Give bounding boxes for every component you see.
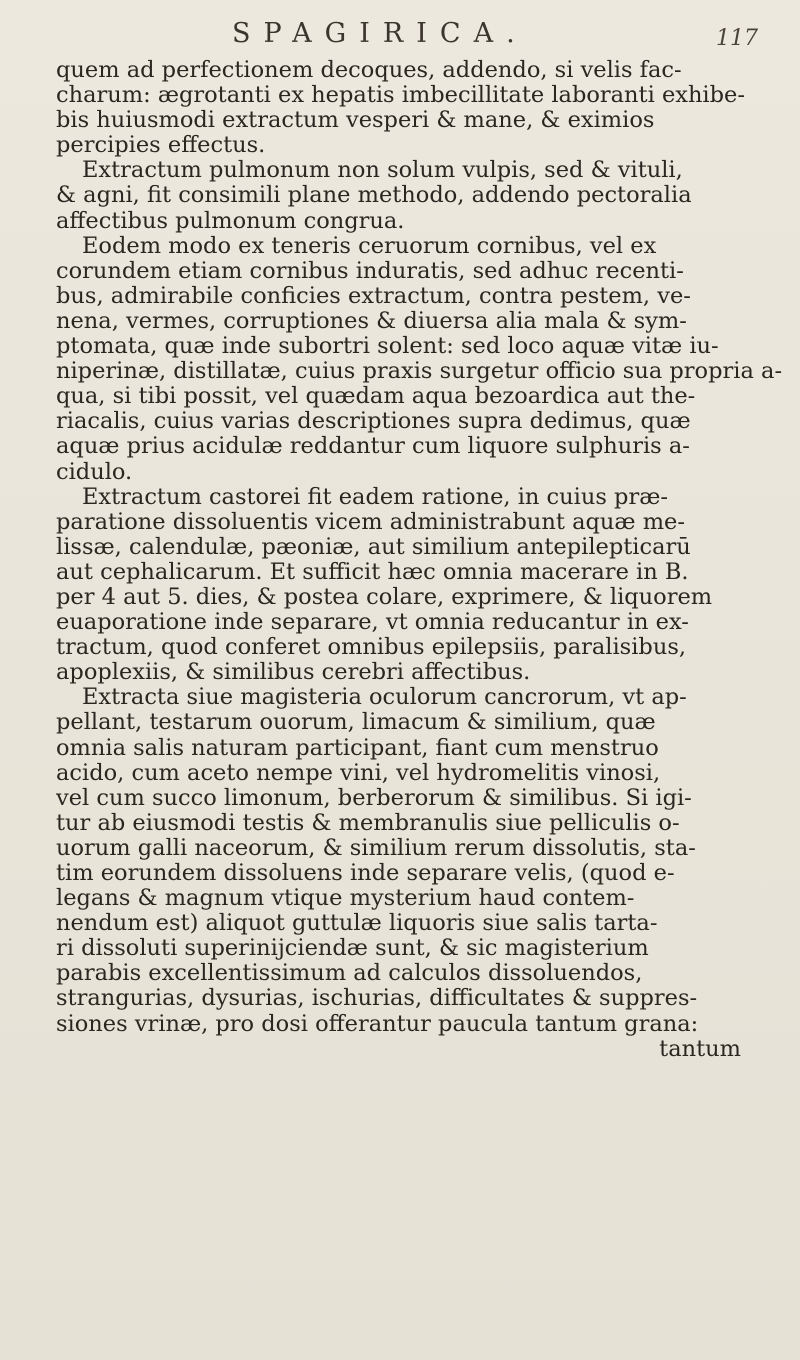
text-line: paratione dissoluentis vicem administrabunt aquæ me- [56, 509, 685, 535]
text-line: bus, admirabile conficies extractum, contra pestem, ve- [56, 283, 691, 309]
text-line: nendum est) aliquot guttulæ liquoris siue salis tarta- [56, 911, 658, 937]
page-header [0, 12, 800, 60]
text-line: ri dissoluti superinijciendæ sunt, & sic magisterium [56, 936, 649, 962]
running-head: SPAGIRICA. [232, 18, 528, 49]
paragraph-p5 [56, 685, 800, 1036]
text-line: Extracta siue magisteria oculorum cancrorum, vt ap- [82, 685, 687, 711]
text-line: corundem etiam cornibus induratis, sed adhuc recenti- [56, 258, 684, 284]
paragraph-p2 [56, 158, 800, 233]
text-line: Eodem modo ex teneris ceruorum cornibus, vel ex [82, 233, 657, 259]
body-text [56, 58, 800, 1062]
text-line: tractum, quod conferet omnibus epilepsiis, paralisibus, [56, 635, 687, 661]
text-line: acido, cum aceto nempe vini, vel hydromelitis vinosi, [56, 760, 661, 786]
text-line: strangurias, dysurias, ischurias, difficultates & suppres- [56, 986, 698, 1012]
text-line: legans & magnum vtique mysterium haud contem- [56, 886, 635, 912]
text-line: quem ad perfectionem decoques, addendo, si velis fac- [56, 58, 682, 83]
text-line: riacalis, cuius varias descriptiones supra dedimus, quæ [56, 409, 691, 435]
text-line: nena, vermes, corruptiones & diuersa alia mala & sym- [56, 308, 687, 334]
text-line: vel cum succo limonum, berberorum & similibus. Si igi- [56, 785, 692, 811]
page-number: 117 [716, 26, 758, 51]
text-line: apoplexiis, & similibus cerebri affectibus. [56, 660, 531, 686]
text-line: bis huiusmodi extractum vesperi & mane, & eximios [56, 108, 655, 134]
text-line: percipies effectus. [56, 133, 266, 159]
text-line: niperinæ, distillatæ, cuius praxis surgetur officio sua propria a- [56, 359, 783, 385]
text-line: charum: ægrotanti ex hepatis imbecillitate laboranti exhibe- [56, 83, 745, 109]
text-line: tim eorundem dissoluens inde separare velis, (quod e- [56, 861, 675, 886]
text-line: aut cephalicarum. Et sufficit hæc omnia macerare in B. [56, 559, 689, 585]
text-line: qua, si tibi possit, vel quædam aqua bezoardica aut the- [56, 384, 696, 410]
text-line: cidulo. [56, 459, 133, 485]
paragraph-p1 [56, 58, 800, 158]
text-line: parabis excellentissimum ad calculos dissoluendos, [56, 961, 643, 987]
text-line: lissæ, calendulæ, pæoniæ, aut similium antepilepticarū [56, 534, 691, 560]
catchword: tantum [659, 1036, 741, 1062]
text-line: Extractum pulmonum non solum vulpis, sed & vituli, [82, 158, 683, 184]
text-line: omnia salis naturam participant, fiant cum menstruo [56, 735, 659, 761]
text-line: uorum galli naceorum, & similium rerum dissolutis, sta- [56, 835, 696, 861]
text-line: per 4 aut 5. dies, & postea colare, exprimere, & liquorem [56, 584, 713, 610]
text-line: & agni, fit consimili plane methodo, addendo pectoralia [56, 183, 692, 209]
text-line: pellant, testarum ouorum, limacum & similium, quæ [56, 710, 656, 736]
text-line: siones vrinæ, pro dosi offerantur paucula tantum grana: [56, 1011, 699, 1037]
text-line: affectibus pulmonum congrua. [56, 208, 405, 234]
text-line: euaporatione inde separare, vt omnia reducantur in ex- [56, 610, 689, 636]
text-line: ptomata, quæ inde subortri solent: sed loco aquæ vitæ iu- [56, 334, 719, 360]
text-line: Extractum castorei fit eadem ratione, in cuius præ- [82, 484, 668, 510]
text-line: aquæ prius acidulæ reddantur cum liquore sulphuris a- [56, 434, 690, 460]
text-line: tur ab eiusmodi testis & membranulis siue pelliculis o- [56, 810, 680, 836]
paragraph-p4 [56, 485, 800, 686]
paragraph-p3 [56, 234, 800, 485]
